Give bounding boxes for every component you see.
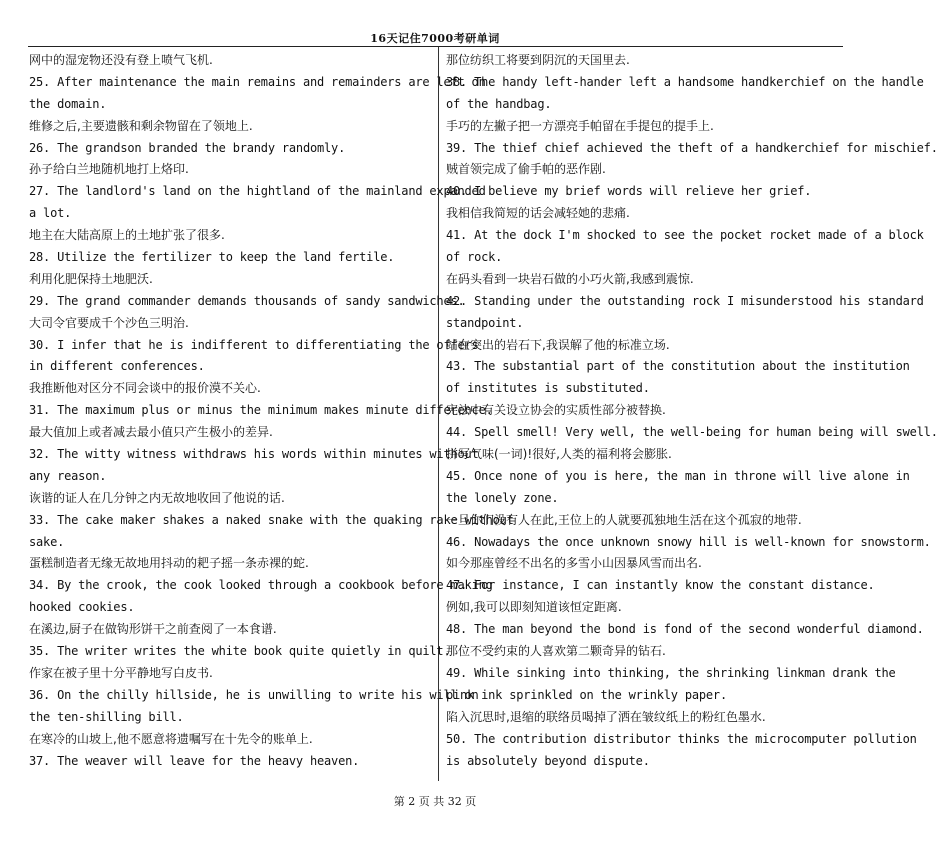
translation-line: 最大值加上或者减去最小值只产生极小的差异.: [29, 425, 273, 440]
translation-line: 站在突出的岩石下,我误解了他的标准立场.: [446, 337, 670, 352]
sentence-line: the lonely zone.: [446, 490, 559, 505]
translation-line: 利用化肥保持土地肥沃.: [29, 271, 153, 286]
sentence-line: 38. The handy left-hander left a handsome handkerchief on the handle: [446, 74, 924, 89]
translation-line: 在寒冷的山坡上,他不愿意将遗嘱写在十先令的账单上.: [29, 731, 313, 746]
translation-line: 在溪边,厨子在做钩形饼干之前查阅了一本食谱.: [29, 622, 277, 637]
sentence-line: 45. Once none of you is here, the man in throne will live alone in: [446, 468, 910, 483]
sentence-line: 42. Standing under the outstanding rock I misunderstood his standard: [446, 293, 924, 308]
sentence-line: pink ink sprinkled on the wrinkly paper.: [446, 687, 727, 702]
sentence-line: 33. The cake maker shakes a naked snake with the quaking rake without: [29, 512, 514, 527]
page-title: 16天记住7000考研单词: [370, 32, 500, 45]
sentence-line: is absolutely beyond dispute.: [446, 753, 650, 768]
translation-line: 我相信我简短的话会减轻她的悲痛.: [446, 206, 630, 221]
translation-line: 那位不受约束的人喜欢第二颗奇异的钻石.: [446, 644, 666, 659]
translation-line: 在码头看到一块岩石做的小巧火箭,我感到震惊.: [446, 271, 694, 286]
translation-line: 手巧的左撇子把一方漂亮手帕留在手提包的提手上.: [446, 118, 714, 133]
translation-line: 贼首领完成了偷手帕的恶作剧.: [446, 162, 606, 177]
header-divider: [28, 46, 843, 47]
sentence-line: 48. The man beyond the bond is fond of the second wonderful diamond.: [446, 622, 924, 637]
translation-line: 如今那座曾经不出名的多雪小山因暴风雪而出名.: [446, 556, 702, 571]
sentence-line: a lot.: [29, 206, 72, 221]
sentence-line: of institutes is substituted.: [446, 381, 650, 396]
translation-line: 例如,我可以即刻知道该恒定距离.: [446, 600, 622, 615]
sentence-line: in different conferences.: [29, 359, 205, 374]
translation-line: 宪法中有关设立协会的实质性部分被替换.: [446, 403, 666, 418]
translation-line: 孙子给白兰地随机地打上烙印.: [29, 162, 189, 177]
sentence-line: 27. The landlord's land on the hightland of the mainland expanded: [29, 184, 486, 199]
sentence-line: the domain.: [29, 96, 107, 111]
translation-line: 那位纺织工将要到阴沉的天国里去.: [446, 53, 630, 67]
translation-line: 维修之后,主要遗骸和剩余物留在了领地上.: [29, 118, 253, 133]
sentence-line: 37. The weaver will leave for the heavy heaven.: [29, 753, 360, 768]
sentence-line: 36. On the chilly hillside, he is unwilling to write his will on: [29, 687, 479, 702]
sentence-line: 43. The substantial part of the constitution about the institution: [446, 359, 910, 374]
sentence-line: 34. By the crook, the cook looked through a cookbook before making: [29, 578, 493, 593]
translation-line: 陷入沉思时,退缩的联络员喝掉了洒在皱纹纸上的粉红色墨水.: [446, 709, 766, 724]
translation-line: 蛋糕制造者无缘无故地用抖动的耙子摇一条赤裸的蛇.: [29, 556, 309, 571]
sentence-line: 44. Spell smell! Very well, the well-being for human being will swell.: [446, 425, 938, 440]
translation-line: 作家在被子里十分平静地写白皮书.: [29, 665, 213, 680]
sentence-line: standpoint.: [446, 315, 524, 330]
sentence-line: 35. The writer writes the white book quite quietly in quilt.: [29, 644, 451, 659]
sentence-line: 41. At the dock I'm shocked to see the pocket rocket made of a block: [446, 228, 924, 243]
sentence-line: 31. The maximum plus or minus the minimum makes minute difference.: [29, 403, 493, 418]
sentence-line: 29. The grand commander demands thousands of sandy sandwiches.: [29, 293, 465, 308]
sentence-line: of the handbag.: [446, 96, 552, 111]
sentence-line: of rock.: [446, 250, 503, 265]
sentence-line: 30. I infer that he is indifferent to differentiating the offers: [29, 337, 479, 352]
page-number: 第 2 页 共 32 页: [393, 795, 477, 808]
sentence-line: 28. Utilize the fertilizer to keep the land fertile.: [29, 250, 395, 265]
translation-line: 我推断他对区分不同会谈中的报价漠不关心.: [29, 381, 261, 396]
sentence-line: any reason.: [29, 468, 107, 483]
sentence-line: 25. After maintenance the main remains and remainders are left on: [29, 74, 486, 89]
translation-line: 一旦你们没有人在此,王位上的人就要孤独地生活在这个孤寂的地带.: [446, 512, 802, 527]
sentence-line: 26. The grandson branded the brandy randomly.: [29, 140, 346, 155]
sentence-line: 50. The contribution distributor thinks the microcomputer pollution: [446, 731, 917, 746]
sentence-line: 39. The thief chief achieved the theft of a handkerchief for mischief.: [446, 140, 938, 155]
sentence-line: 40. I believe my brief words will relieve her grief.: [446, 184, 812, 199]
translation-line: 拼写气味(一词)!很好,人类的福利将会膨胀.: [446, 447, 672, 462]
right-column: [446, 50, 938, 772]
translation-line: 网中的湿宠物还没有登上喷气飞机.: [29, 53, 213, 67]
sentence-line: 32. The witty witness withdraws his words within minutes without: [29, 447, 479, 462]
sentence-line: the ten-shilling bill.: [29, 709, 184, 724]
sentence-line: 49. While sinking into thinking, the shrinking linkman drank the: [446, 665, 896, 680]
translation-line: 地主在大陆高原上的土地扩张了很多.: [29, 228, 225, 243]
sentence-line: sake.: [29, 534, 65, 549]
sentence-line: 46. Nowadays the once unknown snowy hill is well-known for snowstorm.: [446, 534, 931, 549]
translation-line: 诙谐的证人在几分钟之内无故地收回了他说的话.: [29, 490, 285, 505]
sentence-line: hooked cookies.: [29, 600, 135, 615]
sentence-line: 47. For instance, I can instantly know the constant distance.: [446, 578, 875, 593]
translation-line: 大司令官要成千个沙色三明治.: [29, 315, 189, 330]
